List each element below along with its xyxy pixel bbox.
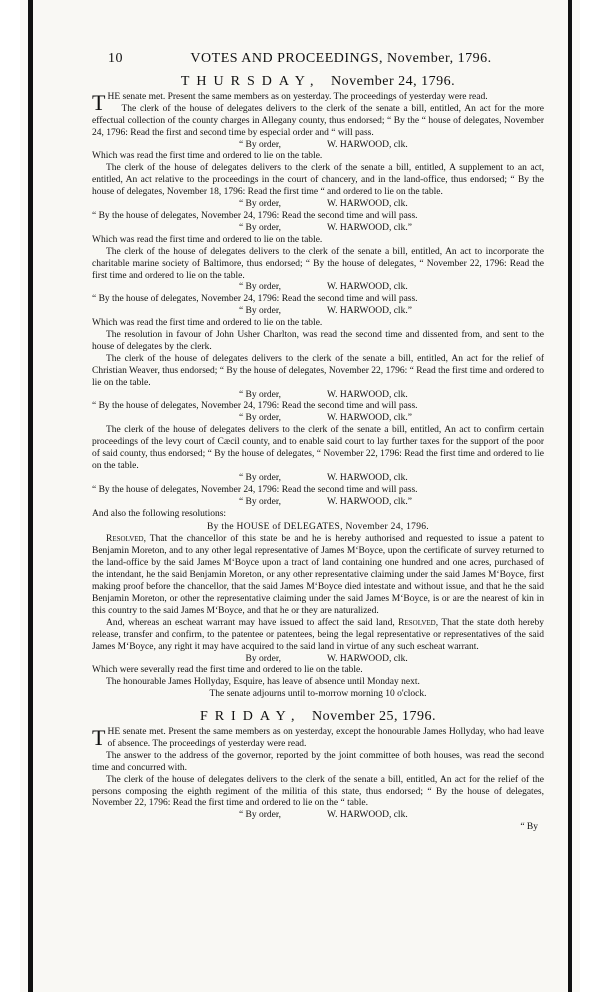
paragraph: Which was read the first time and ordered to lie on the table. xyxy=(92,318,323,329)
scan-border-right xyxy=(568,0,572,992)
signature-line: “ By order, W. HARWOOD, clk.” xyxy=(238,413,412,424)
endorsement: “ By the house of delegates, November 24, 1796: Read the second time and will pass. xyxy=(92,484,418,495)
page-body xyxy=(92,76,544,834)
signature-line: “ By order, W. HARWOOD, clk. xyxy=(238,282,408,293)
friday-heading xyxy=(92,711,544,723)
house-heading: By the HOUSE of DELEGATES, November 24, 1796. xyxy=(207,521,429,532)
paragraph: The clerk of the house of delegates delivers to the clerk of the senate a bill, entitled, An act to incorporate the charitable marine society of Baltimore, thus endorsed; “ By the house of delegates, “ November 22, 1796: Read the first time and ordered to lie on the table. xyxy=(92,246,544,281)
thursday-day: THURSDAY, xyxy=(180,74,321,89)
paragraph: Which was read the first time and ordered to lie on the table. xyxy=(92,234,323,245)
running-header xyxy=(108,51,538,67)
friday-day: FRIDAY, xyxy=(199,709,302,725)
resolution: And, whereas an escheat warrant may have issued to affect the said land, Resolved, That the state doth hereby release, transfer and confirm, to the patentee or patentees, being the legal representative or representatives of the said James M‘Boyce, any right it may have acquired to the said land in virtue of any such escheat warrant. xyxy=(92,617,544,652)
paragraph: The answer to the address of the governor, reported by the joint committee of both houses, was read the second time and concurred with. xyxy=(92,750,544,773)
signature-line: “ By order, W. HARWOOD, clk. xyxy=(238,472,408,483)
signature-line: “ By order, W. HARWOOD, clk. xyxy=(238,810,408,821)
friday-date: November 25, 1796. xyxy=(311,709,437,725)
paragraph: The clerk of the house of delegates delivers to the clerk of the senate a bill, entitled, An act for the relief of Christian Weaver, thus endorsed; “ By the house of delegates, November 22, 1796: “ Read the first time and ordered to lie on the table. xyxy=(92,353,544,388)
signature-line: “ By order, W. HARWOOD, clk. xyxy=(238,389,408,400)
thursday-opening: THE senate met. Present the same members as on yesterday. The proceedings of yesterday were read. xyxy=(92,89,488,115)
paragraph: The clerk of the house of delegates delivers to the clerk of the senate a bill, entitled, An act for the more effectual collection of the county charges in Allegany county, thus endorsed; “ By the “ house of delegates, November 24, 1796: Read the first and second time by especial order and “ will pass. xyxy=(92,103,544,138)
paragraph: The clerk of the house of delegates delivers to the clerk of the senate a bill, entitled, An act for the relief of the persons composing the eighth regiment of the militia of this state, thus endorsed; “ By the house of delegates, November 22, 1796: Read the first time and ordered to lie on the “ table. xyxy=(92,774,544,809)
scan-border-left xyxy=(28,0,33,992)
friday-opening: THE senate met. Present the same members as on yesterday, except the honourable James Hollyday, who had leave of absence. The proceedings of yesterday were read. xyxy=(92,725,544,751)
paragraph: And also the following resolutions: xyxy=(92,508,227,519)
endorsement: “ By the house of delegates, November 24, 1796: Read the second time and will pass. xyxy=(92,294,418,305)
adjournment: The senate adjourns until to-morrow morning 10 o'clock. xyxy=(209,689,427,700)
paragraph: The clerk of the house of delegates delivers to the clerk of the senate a bill, entitled, An act to confirm certain proceedings of the levy court of Cæcil county, and to enable said court to lay further taxes for the support of the poor of said county, thus endorsed; “ By the house of delegates, “ November 22, 1796: Read the first time and ordered to lie on the table. xyxy=(92,425,544,471)
resolution: Resolved, That the chancellor of this state be and he is hereby authorised and requested to issue a patent to Benjamin Moreton, and to any other legal representative of James M‘Boyce, upon the certificate of survey returned to the land-office by the said James M‘Boyce upon a tract of land containing one hundred and one acres, purchased of the intendant, he the said Benjamin Moreton, or any other representative claiming under the said James M‘Boyce, first making proof before the chancellor, that the said James M‘Boyce died intestate and without issue, and that he the said Benjamin Moreton, or other the representative claiming under the said James M‘Boyce, is or are the nearest of kin in this country to the said James M‘Boyce, and that he or they are naturalized. xyxy=(92,534,544,616)
catchword: “ By xyxy=(520,822,538,833)
signature-line: “ By order, W. HARWOOD, clk.” xyxy=(238,222,412,233)
paragraph: The resolution in favour of John Usher Charlton, was read the second time and dissented from, and sent to the house of delegates by the clerk. xyxy=(92,330,544,352)
paragraph: Which were severally read the first time and ordered to lie on the table. xyxy=(92,665,363,676)
thursday-date: November 24, 1796. xyxy=(331,74,456,89)
thursday-heading xyxy=(92,76,544,88)
signature-line: “ By order, W. HARWOOD, clk.” xyxy=(238,306,412,317)
drop-cap: T xyxy=(92,89,106,115)
page-number: 10 xyxy=(108,51,123,66)
running-title: VOTES AND PROCEEDINGS, November, 1796. xyxy=(190,51,492,66)
signature-line: “ By order, W. HARWOOD, clk. xyxy=(238,139,408,150)
paragraph: Which was read the first time and ordered to lie on the table. xyxy=(92,151,323,162)
signature-line: “ By order, W. HARWOOD, clk.” xyxy=(238,496,412,507)
drop-cap: T xyxy=(92,725,106,751)
endorsement: “ By the house of delegates, November 24, 1796: Read the second time and will pass. xyxy=(92,210,418,221)
paragraph: The honourable James Hollyday, Esquire, has leave of absence until Monday next. xyxy=(106,677,420,688)
signature-line: “ By order, W. HARWOOD, clk. xyxy=(238,199,408,210)
paragraph: The clerk of the house of delegates delivers to the clerk of the senate a bill, entitled, A supplement to an act, entitled, An act relative to the proceedings in the court of chancery, and in the land-office, thus endorsed; “ By the house of delegates, November 18, 1796: Read the first time “ and ordered to lie on the table. xyxy=(92,163,544,198)
endorsement: “ By the house of delegates, November 24, 1796: Read the second time and will pass. xyxy=(92,401,418,412)
signature-line: By order, W. HARWOOD, clk. xyxy=(245,653,408,664)
